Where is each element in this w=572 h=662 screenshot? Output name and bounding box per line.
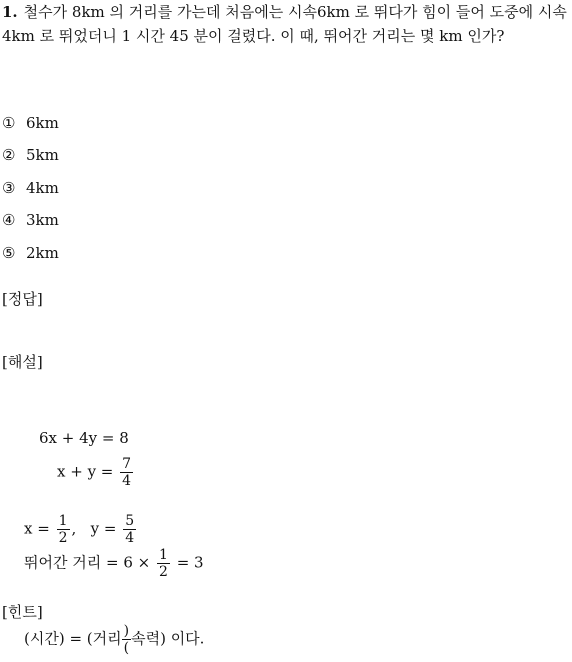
hint-fraction-top: ) (123, 623, 130, 639)
hint-label: [힌트] (2, 603, 43, 621)
choice-label: 6km (26, 114, 59, 132)
equation-2-left: x + y = (57, 462, 114, 481)
choice-mark: ① (2, 114, 16, 132)
hint-fraction (122, 623, 131, 656)
distance-equation (24, 547, 204, 580)
choice-label: 5km (26, 146, 59, 164)
choice-label: 4km (26, 179, 59, 197)
solution-xy: x = $\frac{1}{2}$ , y = $\frac{5}{4}$ (24, 513, 135, 546)
question-text: 철수가 8km 의 거리를 가는데 처음에는 시속6km 로 뛰다가 힘이 들어 도중에 시속 4km 로 뛰었더니 1 시간 45 분이 걸렸다. 이 때, 뛰어간 거리는 몇 km 인가? (2, 3, 567, 45)
fraction-denominator: 2 (158, 564, 168, 580)
fraction-numerator: 5 (125, 513, 135, 529)
fraction-y (123, 513, 136, 546)
distance-left: 뛰어간 거리 = 6 × (24, 553, 151, 572)
distance-right: = 3 (176, 553, 204, 572)
question-number: 1. (2, 3, 18, 21)
choice-mark: ② (2, 146, 16, 164)
answer-label: [정답] (2, 290, 43, 308)
choice-label: 2km (26, 244, 59, 262)
choice-2[interactable] (2, 145, 59, 165)
equation-2 (57, 456, 135, 489)
fraction-denominator: 4 (125, 530, 135, 546)
question (2, 0, 570, 48)
x-label: x = (24, 519, 50, 538)
fraction-distance (157, 547, 170, 580)
hint-fraction-bottom: ( (123, 640, 130, 656)
fraction-denominator: 2 (58, 530, 68, 546)
choice-mark: ④ (2, 211, 16, 229)
fraction-numerator: 1 (158, 547, 168, 563)
fraction-denominator: 4 (122, 473, 132, 489)
choice-5[interactable] (2, 243, 59, 263)
equation-1: 6x + 4y = 8 (39, 429, 129, 447)
hint-right: 속력) 이다. (131, 629, 205, 648)
fraction-numerator: 7 (122, 456, 132, 472)
fraction-numerator: 1 (58, 513, 68, 529)
choice-label: 3km (26, 211, 59, 229)
explanation-label: [해설] (2, 353, 43, 371)
fraction-x (57, 513, 70, 546)
choice-mark: ⑤ (2, 244, 16, 262)
choice-3[interactable] (2, 178, 59, 198)
hint-text (24, 623, 204, 656)
fraction-7-4 (120, 456, 133, 489)
y-label: y = (90, 519, 117, 538)
choice-4[interactable] (2, 210, 59, 230)
choice-mark: ③ (2, 179, 16, 197)
choice-1[interactable] (2, 113, 59, 133)
hint-left: (시간) = (거리 (24, 629, 122, 648)
